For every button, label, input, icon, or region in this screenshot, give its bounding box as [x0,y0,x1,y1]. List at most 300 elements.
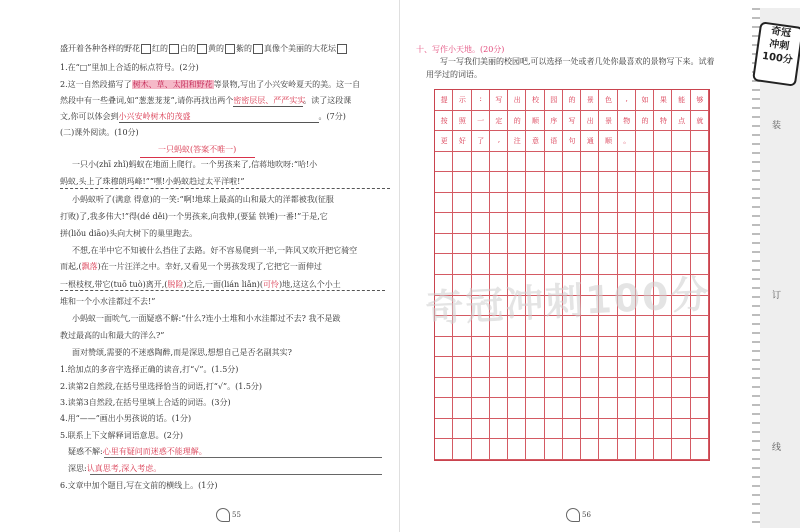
grid-cell[interactable] [654,111,672,132]
grid-char: 的 [513,116,521,125]
grid-cell[interactable] [672,316,690,337]
grid-cell[interactable] [435,213,453,234]
grid-cell[interactable] [545,419,563,440]
grid-cell[interactable] [636,172,654,193]
grid-cell[interactable] [654,398,672,419]
grid-cell[interactable] [490,439,508,460]
grid-cell[interactable] [672,234,690,255]
binding-char: 装 [772,121,782,131]
grid-cell[interactable] [453,193,471,214]
grid-cell[interactable] [453,337,471,358]
grid-cell[interactable] [472,357,490,378]
grid-cell[interactable] [599,131,617,152]
binding-char: 订 [772,291,782,301]
grid-cell[interactable] [654,193,672,214]
grid-cell[interactable] [581,152,599,173]
grid-cell[interactable] [472,398,490,419]
grid-cell[interactable] [672,111,690,132]
grid-cell[interactable] [563,439,581,460]
grid-cell[interactable] [508,337,526,358]
grid-cell[interactable] [490,337,508,358]
grid-cell[interactable] [672,439,690,460]
grid-cell[interactable] [526,213,544,234]
grid-cell[interactable] [472,172,490,193]
grid-cell[interactable] [581,398,599,419]
grid-cell[interactable] [526,378,544,399]
grid-cell[interactable] [636,111,654,132]
grid-cell[interactable] [636,213,654,234]
grid-cell[interactable] [472,90,490,111]
question-2-line-3: 文,你可以体会到小兴安岭树木的茂盛 。(7分) [60,112,346,121]
grid-cell[interactable] [435,90,453,111]
grid-cell[interactable] [545,172,563,193]
grid-char: 写 [495,96,503,104]
grid-cell[interactable] [508,357,526,378]
paragraph-1-line-2: 蚂蚁,头上了珠穆朗玛峰!”“嘿!小蚂蚁趋过太平洋啦!” [60,177,245,186]
brand-logo: 奇冠 冲刺 100分 [752,21,800,87]
grid-cell[interactable] [508,213,526,234]
grid-cell[interactable] [618,439,636,460]
grid-cell[interactable] [453,398,471,419]
grid-cell[interactable] [672,398,690,419]
grid-char: 的 [641,116,649,125]
grid-cell[interactable] [654,357,672,378]
grid-cell[interactable] [472,193,490,214]
grid-cell[interactable] [691,193,709,214]
grid-cell[interactable] [526,419,544,440]
grid-cell[interactable] [618,378,636,399]
grid-cell[interactable] [618,111,636,132]
paragraph-2-line-3: 拼(liǒu diāo)头向大树下的巢里跑去。 [60,229,198,238]
grid-cell[interactable] [691,357,709,378]
grid-cell[interactable] [453,111,471,132]
grid-cell[interactable] [618,90,636,111]
grid-cell[interactable] [581,419,599,440]
question-2-line-2: 然段中有一些叠词,如“葱葱茏茏”,请你再找出两个密密层层、严严实实。读了这段课 [60,96,352,105]
part-2-heading: (二)课外阅读。(10分) [60,128,139,137]
grid-cell[interactable] [618,152,636,173]
grid-cell[interactable] [490,193,508,214]
grid-cell[interactable] [526,193,544,214]
answer-fill[interactable]: 小兴安岭树木的茂盛 [119,112,319,123]
grid-cell[interactable] [526,398,544,419]
punct-box[interactable] [253,44,263,54]
grid-cell[interactable] [490,152,508,173]
grid-cell[interactable] [435,131,453,152]
dotted-rule [60,290,385,291]
grid-cell[interactable] [453,213,471,234]
grid-cell[interactable] [691,234,709,255]
grid-cell[interactable] [545,378,563,399]
grid-char: 能 [678,96,686,104]
answer-5a: 疑惑不解:心里有疑问而迷惑不能理解。 [68,447,207,456]
grid-cell[interactable] [618,234,636,255]
grid-cell[interactable] [618,357,636,378]
grid-cell[interactable] [526,357,544,378]
grid-cell[interactable] [618,398,636,419]
grid-cell[interactable] [599,213,617,234]
page-number-left: 55 [216,508,241,522]
grid-cell[interactable] [545,90,563,111]
grid-cell[interactable] [453,419,471,440]
grid-cell[interactable] [691,378,709,399]
paragraph-4-line-1: 小蚂蚁一面吮气,一面疑惑不解:“什么?连小土堆和小水洼都过不去? 我不是跋 [72,314,341,323]
corn-icon [216,508,230,522]
grid-cell[interactable] [545,337,563,358]
grid-cell[interactable] [526,234,544,255]
grid-cell[interactable] [654,316,672,337]
grid-cell[interactable] [490,131,508,152]
grid-cell[interactable] [581,357,599,378]
grid-cell[interactable] [599,378,617,399]
paragraph-3-line-1: 不想,在半中它不知被什么挡住了去路。好不容易爬到一半,一阵风又吹开把它骑空 [72,246,358,255]
grid-cell[interactable] [654,234,672,255]
grid-cell[interactable] [490,254,508,275]
grid-cell[interactable] [599,111,617,132]
grid-cell[interactable] [508,152,526,173]
answer-fill[interactable]: 密密层层、严严实实 [233,96,306,105]
grid-cell[interactable] [508,234,526,255]
paragraph-2-line-1: 小蚂蚁听了(满意 得意)的一笑:“啊!地球上最高的山和最大的洋都被我(征服 [72,195,334,204]
paragraph-3-line-3: 一根枝杈,带它(tuō tuò)离开,(脱险)之后,一面(lián liǎn)(可怜)地,这这么个小土 [60,280,341,289]
grid-cell[interactable] [453,234,471,255]
grid-cell[interactable] [526,172,544,193]
subquestion-5: 5.联系上下文解释词语意思。(2分) [60,431,183,440]
grid-char: 园 [550,96,558,104]
answer-fill[interactable]: 认真思考,深入考虑。 [86,464,162,473]
grid-cell[interactable] [599,439,617,460]
grid-cell[interactable] [508,439,526,460]
grid-cell[interactable] [636,378,654,399]
dotted-rule [60,188,390,189]
grid-cell[interactable] [508,419,526,440]
grid-cell[interactable] [526,439,544,460]
grid-cell[interactable] [545,213,563,234]
grid-cell[interactable] [691,152,709,173]
grid-cell[interactable] [472,419,490,440]
grid-char: 写 [568,116,576,125]
grid-cell[interactable] [672,152,690,173]
grid-cell[interactable] [636,398,654,419]
grid-cell[interactable] [563,213,581,234]
grid-char: 出 [586,116,594,125]
grid-char: , [625,95,628,103]
grid-char: 景 [586,96,594,104]
grid-cell[interactable] [508,131,526,152]
paragraph-2-line-2: 打败)了,我多伟大!”得(dé děi)一个男孩来,向我伸,(要猛 铁锤)一番!”于是,它 [60,212,328,221]
grid-char: 出 [513,96,521,104]
grid-cell[interactable] [654,131,672,152]
grid-cell[interactable] [545,111,563,132]
grid-char: 顺 [605,137,613,146]
grid-cell[interactable] [599,193,617,214]
grid-cell[interactable] [508,111,526,132]
grid-cell[interactable] [563,152,581,173]
answer-fill[interactable]: 飘落 [81,262,98,271]
grid-cell[interactable] [581,234,599,255]
answer-fill[interactable]: 心里有疑问而迷惑不能理解。 [102,447,207,456]
grid-cell[interactable] [563,131,581,152]
grid-cell[interactable] [691,111,709,132]
grid-char: 够 [696,96,704,104]
grid-cell[interactable] [563,378,581,399]
answer-fill[interactable]: 脱险 [167,280,184,289]
grid-cell[interactable] [618,213,636,234]
grid-char: 如 [641,96,649,104]
grid-char: 一 [477,116,485,125]
grid-cell[interactable] [490,213,508,234]
grid-cell[interactable] [618,131,636,152]
grid-cell[interactable] [599,398,617,419]
grid-cell[interactable] [563,337,581,358]
grid-char: 果 [659,96,667,104]
grid-cell[interactable] [581,172,599,193]
grid-cell[interactable] [672,90,690,111]
grid-cell[interactable] [545,439,563,460]
grid-cell[interactable] [599,152,617,173]
grid-cell[interactable] [618,419,636,440]
grid-cell[interactable] [636,337,654,358]
punct-box[interactable] [225,44,235,54]
question-1: 1.在“□”里加上合适的标点符号。(2分) [60,63,199,72]
grid-cell[interactable] [490,357,508,378]
grid-cell[interactable] [672,213,690,234]
grid-cell[interactable] [472,213,490,234]
grid-cell[interactable] [508,90,526,111]
grid-char: 定 [495,116,503,125]
grid-cell[interactable] [581,111,599,132]
grid-cell[interactable] [545,357,563,378]
paragraph-3-line-4: 堆和一个小水洼都过不去!” [60,297,156,306]
grid-char: 好 [458,137,466,146]
page-number-right: 56 [566,508,591,522]
grid-cell[interactable] [691,213,709,234]
grid-cell[interactable] [563,111,581,132]
grid-cell[interactable] [453,378,471,399]
grid-cell[interactable] [453,131,471,152]
grid-cell[interactable] [472,131,490,152]
subquestion-6: 6.文章中加个题目,写在文前的横线上。(1分) [60,481,218,490]
grid-char: 序 [550,116,558,125]
grid-cell[interactable] [472,337,490,358]
grid-cell[interactable] [435,254,453,275]
grid-cell[interactable] [599,357,617,378]
grid-cell[interactable] [672,193,690,214]
grid-char: 。 [623,137,631,146]
grid-cell[interactable] [472,111,490,132]
grid-cell[interactable] [636,131,654,152]
grid-cell[interactable] [672,357,690,378]
grid-cell[interactable] [435,193,453,214]
grid-cell[interactable] [581,378,599,399]
grid-char: 更 [440,137,448,146]
subquestion-4: 4.用“——”画出小男孩说的话。(1分) [60,414,192,423]
grid-cell[interactable] [691,419,709,440]
grid-cell[interactable] [435,234,453,255]
grid-cell[interactable] [545,131,563,152]
grid-cell[interactable] [691,172,709,193]
grid-cell[interactable] [545,152,563,173]
grid-cell[interactable] [435,111,453,132]
title-line [140,157,255,158]
writing-prompt-line-1: 写一写我们美丽的校园吧,可以选择一处或者几处你最喜欢的景物写下来。试着 [440,57,715,66]
grid-cell[interactable] [472,254,490,275]
paragraph-1-line-1: 一只小(zhī zhǐ)蚂蚁在地面上爬行。一个男孩来了,信蒋地吹呀:“哈!小 [72,160,318,169]
grid-char: 了 [477,137,485,146]
grid-cell[interactable] [490,172,508,193]
grid-cell[interactable] [563,193,581,214]
punct-box[interactable] [197,44,207,54]
grid-cell[interactable] [453,172,471,193]
grid-cell[interactable] [435,357,453,378]
grid-cell[interactable] [581,439,599,460]
grid-cell[interactable] [618,172,636,193]
grid-cell[interactable] [526,337,544,358]
grid-cell[interactable] [672,378,690,399]
grid-char: 按 [440,116,448,125]
grid-cell[interactable] [545,234,563,255]
grid-cell[interactable] [672,131,690,152]
grid-cell[interactable] [435,419,453,440]
grid-cell[interactable] [636,357,654,378]
grid-cell[interactable] [545,398,563,419]
grid-cell[interactable] [472,378,490,399]
grid-cell[interactable] [654,337,672,358]
grid-char: 意 [531,137,539,146]
grid-cell[interactable] [563,357,581,378]
grid-cell[interactable] [453,439,471,460]
grid-cell[interactable] [691,337,709,358]
grid-cell[interactable] [599,419,617,440]
grid-char: 通 [586,137,594,146]
grid-cell[interactable] [691,316,709,337]
grid-cell[interactable] [472,439,490,460]
grid-cell[interactable] [599,234,617,255]
grid-char: 特 [659,116,667,125]
grid-cell[interactable] [563,172,581,193]
grid-cell[interactable] [636,152,654,173]
grid-cell[interactable] [563,419,581,440]
grid-char: 语 [550,137,558,146]
grid-cell[interactable] [581,193,599,214]
grid-cell[interactable] [618,337,636,358]
grid-char: 景 [605,116,613,125]
grid-cell[interactable] [526,90,544,111]
grid-cell[interactable] [508,193,526,214]
grid-cell[interactable] [672,337,690,358]
grid-cell[interactable] [654,419,672,440]
subquestion-1: 1.给加点的多音字选择正确的读音,打“√”。(1.5分) [60,365,239,374]
grid-char: 色 [605,96,613,104]
grid-cell[interactable] [654,213,672,234]
answer-5b: 深思:认真思考,深入考虑。 [68,464,162,473]
grid-cell[interactable] [636,193,654,214]
grid-cell[interactable] [453,357,471,378]
grid-cell[interactable] [563,90,581,111]
grid-cell[interactable] [508,378,526,399]
binding-char: 线 [772,443,782,453]
grid-char: 就 [696,116,704,125]
grid-cell[interactable] [581,90,599,111]
grid-cell[interactable] [691,439,709,460]
grid-cell[interactable] [490,234,508,255]
grid-cell[interactable] [691,131,709,152]
grid-cell[interactable] [435,337,453,358]
grid-cell[interactable] [435,439,453,460]
paragraph-4-line-2: 教过最高的山和最大的洋么?” [60,331,165,340]
grid-cell[interactable] [490,90,508,111]
grid-cell[interactable] [691,398,709,419]
grid-cell[interactable] [636,234,654,255]
grid-cell[interactable] [654,378,672,399]
grid-char: 顺 [531,116,539,125]
grid-cell[interactable] [654,439,672,460]
grid-cell[interactable] [545,193,563,214]
grid-cell[interactable] [636,439,654,460]
punct-box[interactable] [337,44,347,54]
grid-cell[interactable] [599,172,617,193]
grid-cell[interactable] [453,152,471,173]
grid-char: 的 [568,96,576,104]
grid-cell[interactable] [435,152,453,173]
grid-char: 照 [458,116,466,125]
grid-cell[interactable] [563,234,581,255]
punct-box[interactable] [169,44,179,54]
grid-cell[interactable] [654,172,672,193]
grid-cell[interactable] [563,398,581,419]
watermark: 奇冠冲刺100分 [424,271,712,331]
grid-cell[interactable] [581,131,599,152]
grid-cell[interactable] [490,419,508,440]
grid-cell[interactable] [435,172,453,193]
grid-cell[interactable] [490,111,508,132]
writing-prompt-line-2: 用学过的词语。 [426,70,482,79]
grid-cell[interactable] [636,90,654,111]
grid-cell[interactable] [581,213,599,234]
grid-cell[interactable] [508,172,526,193]
grid-char: 点 [678,116,686,125]
grid-cell[interactable] [691,90,709,111]
subquestion-2: 2.读第2自然段,在括号里选择恰当的词语,打“√”。(1.5分) [60,382,263,391]
grid-cell[interactable] [599,337,617,358]
answer-fill[interactable]: 可怜 [263,280,280,289]
grid-cell[interactable] [453,254,471,275]
grid-char: 提 [440,96,448,104]
grid-cell[interactable] [472,152,490,173]
grid-cell[interactable] [526,131,544,152]
grid-cell[interactable] [435,378,453,399]
grid-cell[interactable] [618,193,636,214]
grid-cell[interactable] [526,111,544,132]
grid-cell[interactable] [636,419,654,440]
grid-cell[interactable] [581,337,599,358]
answer-fill[interactable]: 树木、草、太阳和野花 [132,80,213,89]
punct-box[interactable] [141,44,151,54]
grid-cell[interactable] [599,90,617,111]
grid-cell[interactable] [672,172,690,193]
grid-cell[interactable] [508,398,526,419]
grid-cell[interactable] [654,90,672,111]
grid-cell[interactable] [435,398,453,419]
grid-cell[interactable] [490,378,508,399]
grid-cell[interactable] [472,234,490,255]
grid-cell[interactable] [526,152,544,173]
grid-cell[interactable] [453,90,471,111]
grid-cell[interactable] [654,152,672,173]
grid-char: 句 [568,137,576,146]
grid-cell[interactable] [672,419,690,440]
grid-cell[interactable] [490,398,508,419]
